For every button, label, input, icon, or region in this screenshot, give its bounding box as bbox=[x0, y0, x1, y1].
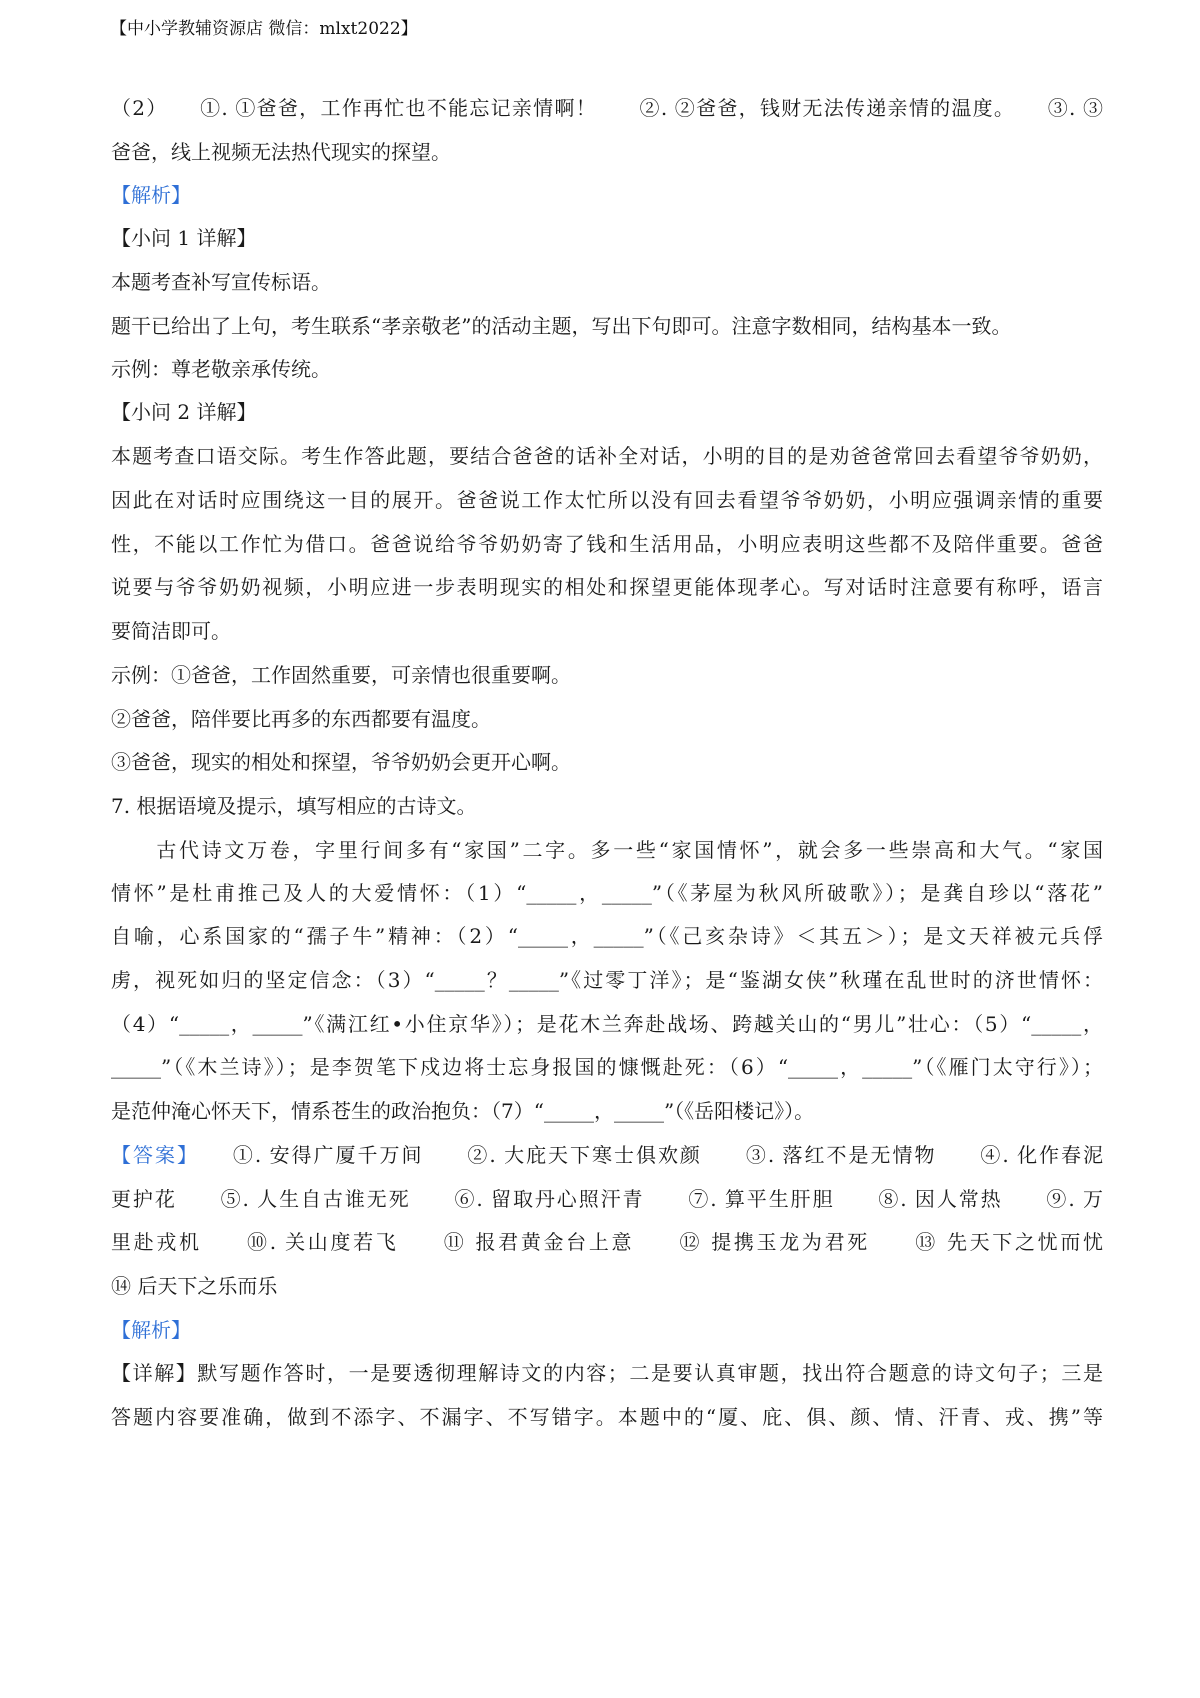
answer-line: 更护花 ⑤. 人生自古谁无死 ⑥. 留取丹心照汗青 ⑦. 算平生肝胆 ⑧. 因人常热 ⑨. 万 bbox=[111, 1187, 1103, 1211]
answer-line: 【答案】 ①. 安得广厦千万间 ②. 大庇天下寒士俱欢颜 ③. 落红不是无情物 ④. 化作春泥 bbox=[111, 1143, 1104, 1167]
paragraph-line: 【详解】默写题作答时，一是要透彻理解诗文的内容；二是要认真审题，找出符合题意的诗文句子；三是 bbox=[111, 1361, 1103, 1385]
paragraph-line: _____”（《木兰诗》）；是李贺笔下戍边将士忘身报国的慷慨赴死：（6）“_____，_____”（《雁门太守行》）； bbox=[111, 1055, 1103, 1079]
question-7-title: 7. 根据语境及提示，填写相应的古诗文。 bbox=[111, 794, 477, 818]
paragraph-line: 要简洁即可。 bbox=[111, 619, 231, 643]
paragraph-line: 因此在对话时应围绕这一目的展开。爸爸说工作太忙所以没有回去看望爷爷奶奶，小明应强调亲情的重要 bbox=[111, 488, 1103, 512]
answer-line-2: （2） ①. ①爸爸，工作再忙也不能忘记亲情啊！ ②. ②爸爸，钱财无法传递亲情的温度。 ③. ③ bbox=[111, 96, 1103, 120]
paragraph-line: 题干已给出了上句，考生联系“孝亲敬老”的活动主题，写出下句即可。注意字数相同，结构基本一致。 bbox=[111, 314, 1012, 338]
example-line: ③爸爸，现实的相处和探望，爷爷奶奶会更开心啊。 bbox=[111, 750, 571, 774]
subquestion-1-heading: 【小问 1 详解】 bbox=[111, 226, 257, 250]
answer-line: 里赴戎机 ⑩. 关山度若飞 ⑪ 报君黄金台上意 ⑫ 提携玉龙为君死 ⑬ 先天下之忧而忧 bbox=[111, 1230, 1103, 1254]
answer-line: ⑭ 后天下之乐而乐 bbox=[111, 1274, 278, 1298]
paragraph-line: （4）“_____，_____”《满江红•小住京华》）；是花木兰奔赴战场、跨越关山的“男儿”壮心：（5）“_____， bbox=[111, 1012, 1103, 1036]
paragraph-line: 性，不能以工作忙为借口。爸爸说给爷爷奶奶寄了钱和生活用品，小明应表明这些都不及陪伴重要。爸爸 bbox=[111, 532, 1103, 556]
paragraph-line: 虏，视死如归的坚定信念：（3）“_____？_____”《过零丁洋》；是“鉴湖女侠”秋瑾在乱世时的济世情怀： bbox=[111, 968, 1103, 992]
answer-label: 【答案】 bbox=[111, 1143, 189, 1167]
paragraph-line: 答题内容要准确，做到不添字、不漏字、不写错字。本题中的“厦、庇、俱、颜、情、汗青、戎、携”等 bbox=[111, 1405, 1103, 1429]
analysis-heading: 【解析】 bbox=[111, 183, 191, 207]
example-line: 示例：①爸爸，工作固然重要，可亲情也很重要啊。 bbox=[111, 663, 571, 687]
paragraph-line: 情怀”是杜甫推己及人的大爱情怀：（1）“_____，_____”（《茅屋为秋风所破歌》）；是龚自珍以“落花” bbox=[111, 881, 1103, 905]
paragraph-line: 本题考查口语交际。考生作答此题，要结合爸爸的话补全对话，小明的目的是劝爸爸常回去看望爷爷奶奶， bbox=[111, 444, 1103, 468]
analysis-heading: 【解析】 bbox=[111, 1318, 191, 1342]
paragraph-line: 是范仲淹心怀天下，情系苍生的政治抱负：（7）“_____，_____”（《岳阳楼记》）。 bbox=[111, 1099, 815, 1123]
example-line: 示例：尊老敬亲承传统。 bbox=[111, 357, 331, 381]
subquestion-2-heading: 【小问 2 详解】 bbox=[111, 400, 257, 424]
answer-line-2-cont: 爸爸，线上视频无法热代现实的探望。 bbox=[111, 140, 451, 164]
paragraph-line: 古代诗文万卷，字里行间多有“家国”二字。多一些“家国情怀”，就会多一些崇高和大气。“家国 bbox=[111, 838, 1103, 862]
paragraph-line: 本题考查补写宣传标语。 bbox=[111, 270, 331, 294]
paragraph-line: 自喻，心系国家的“孺子牛”精神：（2）“_____，_____”（《己亥杂诗》＜其五＞）；是文天祥被元兵俘 bbox=[111, 924, 1103, 948]
watermark-header: 【中小学教辅资源店 微信：mlxt2022】 bbox=[110, 19, 418, 39]
example-line: ②爸爸，陪伴要比再多的东西都要有温度。 bbox=[111, 707, 491, 731]
paragraph-line: 说要与爷爷奶奶视频，小明应进一步表明现实的相处和探望更能体现孝心。写对话时注意要有称呼，语言 bbox=[111, 575, 1103, 599]
